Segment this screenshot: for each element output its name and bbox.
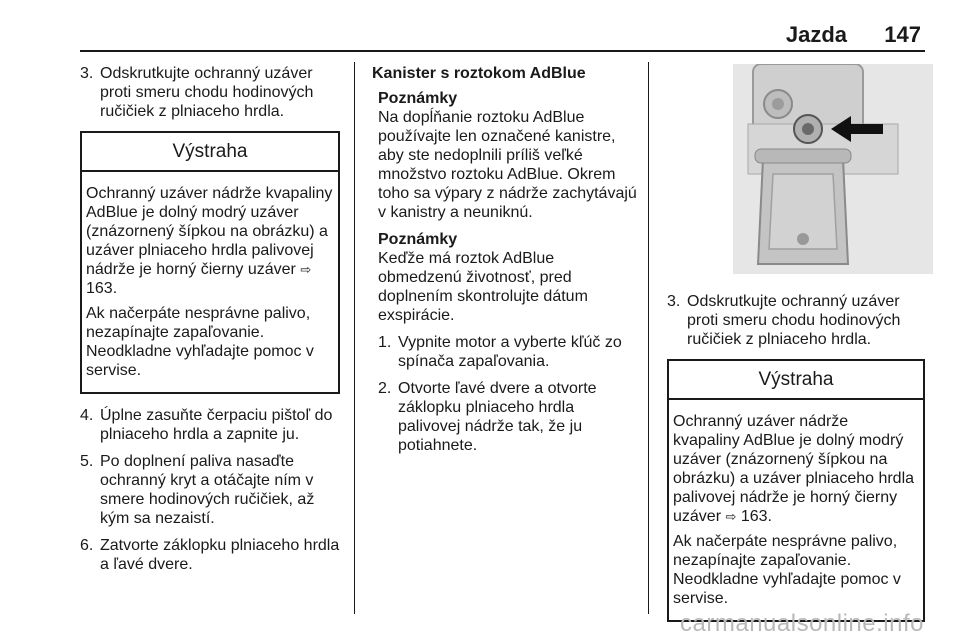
column-divider-1: [354, 62, 355, 614]
step-number: 4.: [80, 407, 94, 424]
step-number: 3.: [80, 65, 94, 82]
step-number: 6.: [80, 537, 94, 554]
page-number: 147: [884, 22, 921, 47]
column-1: [80, 64, 340, 582]
note-text: Na dopĺňanie roztoku AdBlue používajte len označené kanistre, aby ste nedoplnili príliš veľké množstvo roztoku AdBlue. Okrem toho sa výpary z nádrže zachytávajú v kanistry a neuniknú.: [378, 109, 637, 221]
step-text: Odskrutkujte ochranný uzáver proti smeru chodu hodinových ručičiek z plniaceho hrdla.: [687, 293, 901, 348]
step-6: [80, 536, 340, 574]
warning-paragraph-2: Ak načerpáte nesprávne palivo, nezapínajte zapaľovanie. Neodkladne vyhľadajte pomoc v servise.: [673, 533, 901, 607]
step-number: 3.: [667, 293, 681, 310]
column-2: [372, 64, 637, 463]
column-3: [667, 64, 925, 634]
note-title: Poznámky: [378, 90, 458, 107]
step-5: [80, 452, 340, 528]
warning-box: [80, 131, 340, 394]
step-text: Úplne zasuňte čerpaciu pištoľ do plniaceho hrdla a zapnite ju.: [100, 407, 333, 443]
step-text: Vypnite motor a vyberte kľúč zo spínača zapaľovania.: [398, 334, 622, 370]
page-reference-link[interactable]: 163.: [740, 508, 772, 525]
section-title: Kanister s roztokom AdBlue: [372, 65, 586, 82]
note-2: [372, 230, 637, 325]
step-text: Zatvorte záklopku plniaceho hrdla a ľavé dvere.: [100, 537, 340, 573]
warning-text: Ochranný uzáver nádrže kvapaliny AdBlue je dolný modrý uzáver (znázornený šípkou na obrázku) a uzáver plniaceho hrdla palivovej nádrže je horný čierny uzáver: [86, 185, 333, 278]
watermark: carmanualsonline.info: [680, 610, 924, 637]
warning-title: Výstraha: [669, 361, 923, 400]
page-reference-arrow-icon: ⇨: [725, 509, 737, 524]
warning-text: Ochranný uzáver nádrže kvapaliny AdBlue je dolný modrý uzáver (znázornený šípkou na obrázku) a uzáver plniaceho hrdla palivovej nádrže je horný čierny uzáver: [673, 413, 915, 525]
step-number: 1.: [378, 334, 392, 351]
page-reference-arrow-icon: ⇨: [300, 262, 312, 277]
note-text: Keďže má roztok AdBlue obmedzenú životnosť, pred doplnením skontrolujte dátum exspirácie.: [378, 250, 588, 324]
step-text: Po doplnení paliva nasaďte ochranný kryt a otáčajte ním v smere hodinových ručičiek, až kým sa nezaistí.: [100, 453, 315, 527]
step-3: [80, 64, 340, 121]
step-number: 2.: [378, 380, 392, 397]
page-header: [80, 0, 925, 50]
column-divider-2: [648, 62, 649, 614]
warning-box: [667, 359, 925, 622]
warning-title: Výstraha: [82, 133, 338, 172]
warning-paragraph-1: [86, 184, 334, 298]
warning-paragraph-2: Ak načerpáte nesprávne palivo, nezapínajte zapaľovanie. Neodkladne vyhľadajte pomoc v servise.: [86, 305, 314, 379]
step-3: [667, 292, 925, 349]
warning-body: [82, 172, 338, 392]
header-rule: [80, 50, 925, 52]
warning-paragraph-1: [673, 412, 919, 526]
step-2: [372, 379, 637, 455]
chapter-title: Jazda: [785, 22, 847, 47]
page-reference-link[interactable]: 163.: [86, 280, 118, 297]
step-number: 5.: [80, 453, 94, 470]
filler-neck-illustration: [733, 64, 933, 274]
note-1: [372, 89, 637, 222]
note-title: Poznámky: [378, 231, 458, 248]
filler-cap-diagram: [733, 64, 933, 274]
step-4: [80, 406, 340, 444]
step-text: Odskrutkujte ochranný uzáver proti smeru chodu hodinových ručičiek z plniaceho hrdla.: [100, 65, 314, 120]
warning-body: [669, 400, 923, 620]
step-text: Otvorte ľavé dvere a otvorte záklopku plniaceho hrdla palivovej nádrže tak, že ju potiahnete.: [398, 380, 597, 454]
step-1: [372, 333, 637, 371]
